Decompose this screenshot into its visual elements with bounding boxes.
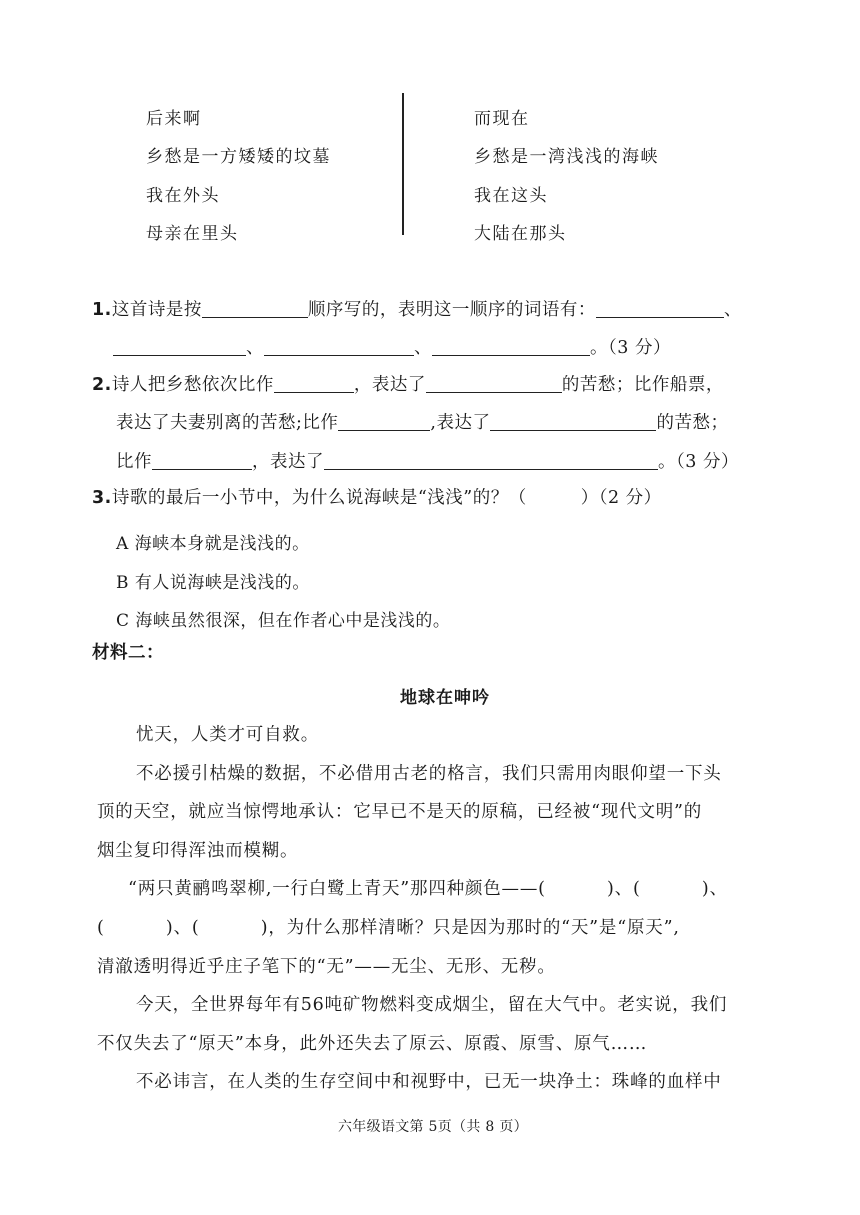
question-text: 的苦愁；比作船票， — [561, 375, 724, 395]
question-1-line-1 — [92, 300, 742, 320]
answer-blank[interactable] — [274, 375, 354, 393]
paragraph-line: 烟尘复印得浑浊而模糊。 — [97, 841, 299, 861]
poem-divider — [402, 93, 404, 235]
question-text: 这首诗是按 — [111, 300, 202, 320]
question-text: 表达了夫妻别离的苦愁;比作 — [116, 413, 339, 433]
page-footer: 六年级语文第 5页（共 8 页） — [338, 1119, 528, 1135]
question-2-line-3 — [116, 452, 739, 472]
poem-right-line: 乡愁是一湾浅浅的海峡 — [474, 147, 659, 167]
paragraph-line: 清澈透明得近乎庄子笔下的“无”——无尘、无形、无秽。 — [97, 957, 556, 977]
answer-blank[interactable] — [152, 452, 252, 470]
poem-left-line: 乡愁是一方矮矮的坟墓 — [146, 147, 331, 167]
question-number: 1. — [92, 300, 112, 320]
question-text: ,表达了 — [430, 413, 491, 433]
question-text: 诗歌的最后一小节中，为什么说海峡是“浅浅”的？（ ）（2 分） — [111, 488, 662, 508]
answer-blank[interactable] — [338, 413, 430, 431]
option-b[interactable]: B 有人说海峡是浅浅的。 — [116, 573, 310, 593]
answer-blank[interactable] — [432, 338, 590, 356]
question-number: 2. — [92, 375, 112, 395]
question-2-line-2 — [116, 413, 728, 433]
paragraph-line: 忧天，人类才可自救。 — [136, 725, 319, 745]
paragraph-line: “两只黄鹂鸣翠柳,一行白鹭上青天”那四种颜色——( )、( )、 — [128, 879, 728, 899]
poem-right-line: 而现在 — [474, 109, 530, 129]
question-text: 的苦愁； — [656, 413, 729, 433]
question-number: 3. — [92, 488, 112, 508]
option-a[interactable]: A 海峡本身就是浅浅的。 — [116, 534, 310, 554]
answer-blank[interactable] — [264, 338, 414, 356]
answer-blank[interactable] — [596, 300, 724, 318]
question-text: 诗人把乡愁依次比作 — [111, 375, 274, 395]
question-text: 、 — [723, 300, 742, 320]
question-3-line — [92, 490, 662, 508]
answer-blank[interactable] — [490, 413, 656, 431]
paragraph-line: ( )、( )，为什么那样清晰？只是因为那时的“天”是“原天”, — [97, 918, 680, 938]
question-text: ，表达了 — [353, 375, 426, 395]
poem-right-line: 大陆在那头 — [474, 224, 567, 244]
article-title: 地球在呻吟 — [400, 688, 490, 708]
option-c[interactable]: C 海峡虽然很深，但在作者心中是浅浅的。 — [116, 611, 451, 631]
section-heading: 材料二： — [92, 643, 164, 663]
paragraph-line: 不仅失去了“原天”本身，此外还失去了原云、原霞、原雪、原气…… — [97, 1034, 648, 1054]
question-text: 顺序写的，表明这一顺序的词语有： — [307, 300, 596, 320]
question-text: 比作 — [116, 452, 152, 472]
separator: 、 — [414, 338, 432, 358]
separator: 、 — [246, 338, 264, 358]
poem-right-line: 我在这头 — [474, 186, 548, 206]
paragraph-line: 顶的天空，就应当惊愕地承认：它早已不是天的原稿，已经被“现代文明”的 — [97, 802, 703, 822]
poem-left-line: 我在外头 — [146, 186, 220, 206]
score-note: 。（3 分） — [658, 452, 739, 472]
paragraph-line: 不必援引枯燥的数据，不必借用古老的格言，我们只需用肉眼仰望一下头 — [136, 764, 722, 784]
poem-left-line: 后来啊 — [146, 109, 202, 129]
paragraph-line: 不必讳言，在人类的生存空间中和视野中，已无一块净土：珠峰的血样中 — [136, 1072, 722, 1092]
question-2-line-1 — [92, 375, 724, 395]
paragraph-line: 今天，全世界每年有56吨矿物燃料变成烟尘，留在大气中。老实说，我们 — [136, 995, 728, 1015]
answer-blank[interactable] — [113, 338, 246, 356]
answer-blank[interactable] — [324, 452, 658, 470]
answer-blank[interactable] — [426, 375, 562, 393]
answer-blank[interactable] — [202, 300, 308, 318]
question-text: ，表达了 — [252, 452, 324, 472]
poem-left-line: 母亲在里头 — [146, 224, 239, 244]
score-note: 。（3 分） — [590, 338, 671, 358]
question-1-line-2 — [113, 338, 671, 358]
